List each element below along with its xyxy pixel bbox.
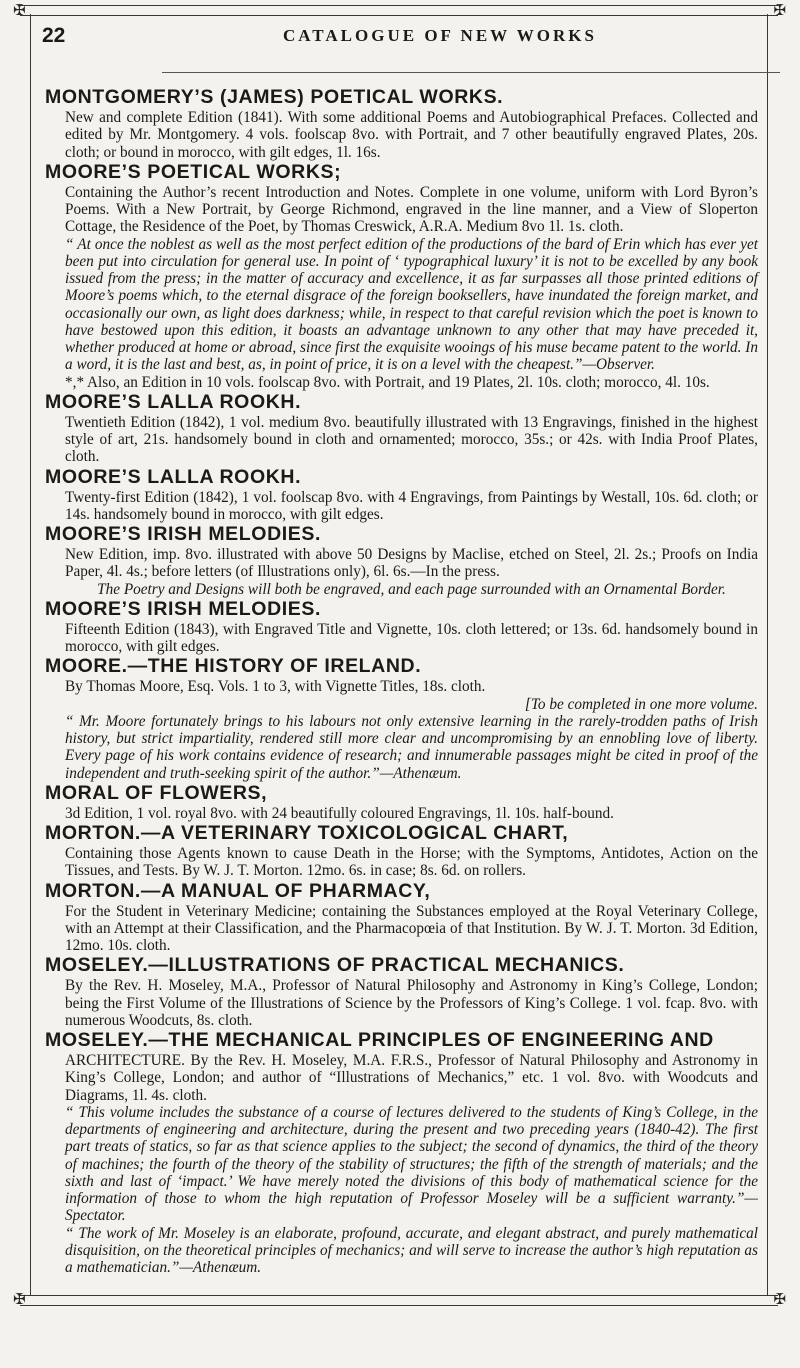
entry-note: [To be completed in one more volume. bbox=[524, 695, 758, 713]
entry-description: For the Student in Veterinary Medicine; containing the Substances employed at the Royal Veterinary College, with an Attempt at their Classification, and the Pharmacopœia of that Institution. By W. J. T. Morton. 3d Edition, 12mo. 10s. cloth. bbox=[65, 902, 758, 954]
page-number: 22 bbox=[42, 24, 66, 47]
corner-ornament-icon: ✠ bbox=[13, 1290, 26, 1308]
entry-description: 3d Edition, 1 vol. royal 8vo. with 24 beautifully coloured Engravings, 1l. 10s. half-bound. bbox=[65, 804, 614, 822]
entry-title: MOORE’S POETICAL WORKS; bbox=[45, 160, 342, 183]
entry-title: MOORE’S IRISH MELODIES. bbox=[45, 523, 321, 545]
entry-description: Containing the Author’s recent Introduction and Notes. Complete in one volume, uniform with Lord Byron’s Poems. With a New Portrait, by George Richmond, engraved in the line manner, and a View of Sloperton Cottage, the Residence of the Poet, by Thomas Creswick, A.R.A. Medium 8vo 1l. 1s. cloth. bbox=[65, 183, 758, 236]
entry-title: MOORE’S IRISH MELODIES. bbox=[45, 597, 321, 620]
review-quote: “ This volume includes the substance of a course of lectures delivered to the students of King’s College, in the departments of engineering and architecture, during the present and two preceding years (1840-42). The first part treats of statics, so far as that science applies to the subject; the second of dynamics, the third of the theory of machines; the fourth of the theory of the stability of structures; the fifth of the strength of materials; and the sixth and last of ‘impact.’ We have merely noted the divisions of this body of mathematical science for the information of those to whom the high reputation of Professor Moseley will be a sufficient warranty.”—Spectator. bbox=[65, 1103, 758, 1225]
catalogue-entry bbox=[45, 655, 758, 782]
catalogue-entry bbox=[45, 1029, 758, 1276]
entry-description: Fifteenth Edition (1843), with Engraved Title and Vignette, 10s. cloth lettered; or 13s. 6d. handsomely bound in morocco, with gilt edges. bbox=[65, 620, 758, 655]
catalogue-entry bbox=[45, 161, 758, 391]
running-title: CATALOGUE OF NEW WORKS bbox=[283, 26, 597, 45]
review-quote: “ At once the noblest as well as the most perfect edition of the productions of the bard of Erin which has ever yet been put into circulation for general use. In point of ‘ typographical luxury’ it is not to be excelled by any book issued from the press; in the matter of accuracy and excellence, it as far surpasses all those printed editions of Moore’s poems which, to the eternal disgrace of the foreign booksellers, have inundated the foreign market, and occasionally our own, as light does darkness; while, in respect to that careful revision which the poet is known to have bestowed upon this edition, it boasts an advantage unknown to any other that may have preceded it, whether produced at home or abroad, since first the exquisite wooings of his muse became patent to the world. In a word, it is the last and best, as, in point of price, it is on a level with the cheapest.”—Observer. bbox=[65, 235, 758, 374]
catalogue-entry bbox=[45, 466, 758, 524]
review-quote: “ The work of Mr. Moseley is an elaborate, profound, accurate, and elegant abstract, and purely mathematical disquisition, on the theoretical principles of mechanics; and will serve to increase the author’s high reputation as a mathematician.”—Athenæum. bbox=[65, 1224, 758, 1276]
catalogue-entry bbox=[45, 782, 758, 822]
entry-description: Twentieth Edition (1842), 1 vol. medium 8vo. beautifully illustrated with 13 Engravings, finished in the highest style of art, 21s. handsomely bound in cloth and ornamented; morocco, 35s.; or 42s. with India Proof Plates, cloth. bbox=[65, 413, 758, 466]
review-quote: “ Mr. Moore fortunately brings to his labours not only extensive learning in the rarely-trodden paths of Irish history, but strict impartiality, rendered still more clear and uncompromising by an ennobling love of liberty. Every page of his work contains evidence of research; and innumerable passages might be cited in proof of the independent and truth-seeking spirit of the author.”—Athenæum. bbox=[65, 712, 758, 782]
entry-description: By Thomas Moore, Esq. Vols. 1 to 3, with Vignette Titles, 18s. cloth. bbox=[65, 678, 486, 696]
catalogue-entry bbox=[45, 822, 758, 880]
catalogue-entry bbox=[45, 391, 758, 466]
corner-ornament-icon: ✠ bbox=[773, 1290, 786, 1308]
entry-title: MOSELEY.—ILLUSTRATIONS OF PRACTICAL MECHANICS. bbox=[45, 954, 625, 977]
entry-description: ARCHITECTURE. By the Rev. H. Moseley, M.A. F.R.S., Professor of Natural Philosophy and Astronomy in King’s College, London; and author of “Illustrations of Mechanics,” etc. 1 vol. 8vo. with Woodcuts and Diagrams, 1l. 4s. cloth. bbox=[65, 1052, 758, 1104]
entry-title: MORTON.—A MANUAL OF PHARMACY, bbox=[45, 879, 431, 902]
entry-title: MOSELEY.—THE MECHANICAL PRINCIPLES OF ENGINEERING AND bbox=[45, 1029, 714, 1051]
header-rule bbox=[162, 72, 780, 73]
entry-title: MOORE.—THE HISTORY OF IRELAND. bbox=[45, 655, 422, 678]
corner-ornament-icon: ✠ bbox=[773, 1, 786, 19]
left-border-rule bbox=[30, 14, 31, 1295]
bottom-border-rule bbox=[20, 1295, 778, 1306]
page-header bbox=[42, 14, 758, 54]
entry-title: MOORE’S LALLA ROOKH. bbox=[45, 465, 302, 488]
entry-note: The Poetry and Designs will both be engraved, and each page surrounded with an Ornamental Border. bbox=[97, 580, 726, 598]
catalogue-entries bbox=[45, 86, 758, 1276]
entry-title: MORTON.—A VETERINARY TOXICOLOGICAL CHART, bbox=[45, 822, 569, 844]
entry-title: MOORE’S LALLA ROOKH. bbox=[45, 390, 302, 413]
catalogue-entry bbox=[45, 523, 758, 598]
entry-description: By the Rev. H. Moseley, M.A., Professor of Natural Philosophy and Astronomy in King’s College, London; being the First Volume of the Illustrations of Science by the Professors of King’s College. 1 vol. fcap. 8vo. with numerous Woodcuts, 8s. cloth. bbox=[65, 977, 758, 1029]
corner-ornament-icon: ✠ bbox=[13, 1, 26, 19]
entry-description: Containing those Agents known to cause Death in the Horse; with the Symptoms, Antidotes, Action on the Tissues, and Tests. By W. J. T. Morton. 12mo. 6s. in case; 8s. 6d. on rollers. bbox=[65, 845, 758, 880]
entry-title: MONTGOMERY’S (JAMES) POETICAL WORKS. bbox=[45, 86, 504, 108]
catalogue-entry bbox=[45, 880, 758, 955]
catalogue-entry bbox=[45, 954, 758, 1029]
catalogue-entry bbox=[45, 598, 758, 656]
entry-title: MORAL OF FLOWERS, bbox=[45, 781, 268, 804]
catalogue-entry bbox=[45, 86, 758, 161]
entry-description: New and complete Edition (1841). With some additional Poems and Autobiographical Prefaces. Collected and edited by Mr. Montgomery. 4 vols. foolscap 8vo. with Portrait, and 7 other beautifully engraved Plates, 20s. cloth; or bound in morocco, with gilt edges, 1l. 16s. bbox=[65, 109, 758, 161]
entry-description: New Edition, imp. 8vo. illustrated with above 50 Designs by Maclise, etched on Steel, 2l. 2s.; Proofs on India Paper, 4l. 4s.; before letters (of Illustrations only), 6l. 6s.—In the press. bbox=[65, 546, 758, 581]
right-border-rule bbox=[767, 14, 768, 1295]
edition-note: *,* Also, an Edition in 10 vols. foolscap 8vo. with Portrait, and 19 Plates, 2l. 10s. cloth; morocco, 4l. 10s. bbox=[65, 373, 710, 391]
entry-description: Twenty-first Edition (1842), 1 vol. foolscap 8vo. with 4 Engravings, from Paintings by Westall, 10s. 6d. cloth; or 14s. handsomely bound in morocco, with gilt edges. bbox=[65, 488, 758, 523]
